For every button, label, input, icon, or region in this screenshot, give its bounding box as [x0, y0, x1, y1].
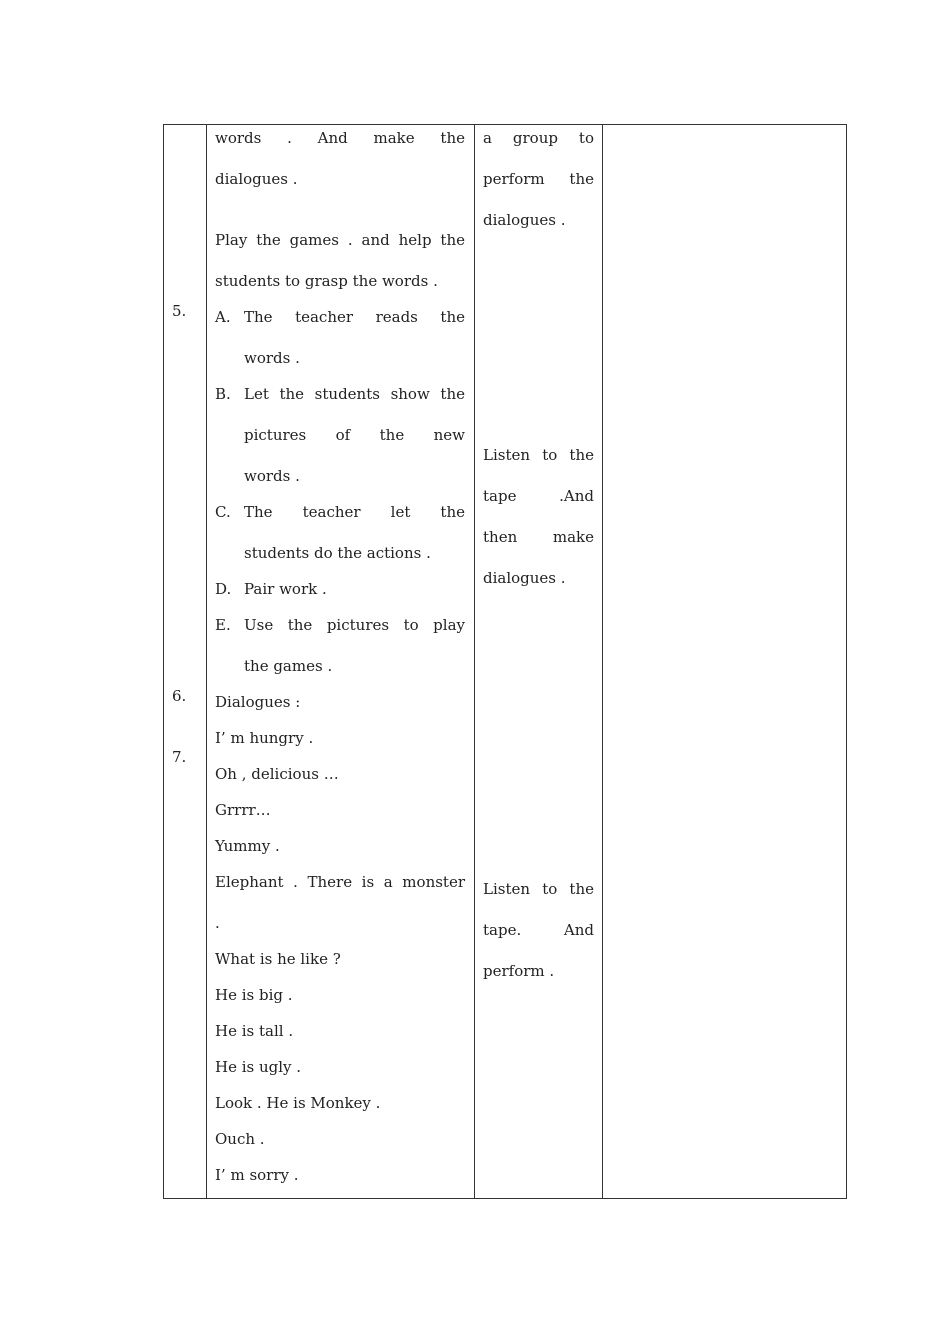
list-marker: E. — [215, 616, 231, 634]
activity-line: Listen to the — [483, 880, 594, 898]
column-divider — [206, 125, 207, 1198]
activity-line: dialogues . — [483, 569, 566, 587]
dialogue-line: Grrrr… — [215, 801, 271, 819]
list-item-text: the games . — [244, 657, 333, 675]
step-number-7: 7. — [172, 748, 187, 766]
activity-line: perform the — [483, 170, 594, 188]
list-marker: B. — [215, 385, 231, 403]
activity-line: Listen to the — [483, 446, 594, 464]
column-divider — [474, 125, 475, 1198]
dialogue-line: He is ugly . — [215, 1058, 302, 1076]
procedure-line: Play the games . and help the — [215, 231, 465, 249]
list-item-text: students do the actions . — [244, 544, 431, 562]
activity-line: a group to — [483, 129, 594, 147]
list-item-text: Pair work . — [244, 580, 327, 598]
procedure-line: students to grasp the words . — [215, 272, 438, 290]
dialogue-line: I’ m sorry . — [215, 1166, 299, 1184]
dialogue-line: Yummy . — [215, 837, 280, 855]
procedure-line: words . And make the — [215, 129, 465, 147]
dialogue-line: . — [215, 914, 220, 932]
dialogue-line: I’ m hungry . — [215, 729, 314, 747]
step-number-5: 5. — [172, 302, 187, 320]
dialogue-line: Ouch . — [215, 1130, 265, 1148]
list-item-text: The teacher let the — [244, 503, 465, 521]
dialogue-line: Oh , delicious … — [215, 765, 339, 783]
list-marker: A. — [215, 308, 231, 326]
activity-line: tape .And — [483, 487, 594, 505]
dialogue-line: Elephant . There is a monster — [215, 873, 465, 891]
list-item-text: pictures of the new — [244, 426, 465, 444]
dialogue-line: Dialogues : — [215, 693, 301, 711]
step-number-6: 6. — [172, 687, 187, 705]
dialogue-line: He is big . — [215, 986, 293, 1004]
list-item-text: Let the students show the — [244, 385, 465, 403]
activity-line: perform . — [483, 962, 555, 980]
activity-line: then make — [483, 528, 594, 546]
activity-line: dialogues . — [483, 211, 566, 229]
list-item-text: words . — [244, 467, 300, 485]
list-marker: C. — [215, 503, 231, 521]
dialogue-line: He is tall . — [215, 1022, 294, 1040]
dialogue-line: What is he like ? — [215, 950, 341, 968]
column-divider — [602, 125, 603, 1198]
dialogue-line: Look . He is Monkey . — [215, 1094, 381, 1112]
list-item-text: words . — [244, 349, 300, 367]
procedure-line: dialogues . — [215, 170, 298, 188]
activity-line: tape. And — [483, 921, 594, 939]
list-marker: D. — [215, 580, 232, 598]
list-item-text: Use the pictures to play — [244, 616, 465, 634]
list-item-text: The teacher reads the — [244, 308, 465, 326]
